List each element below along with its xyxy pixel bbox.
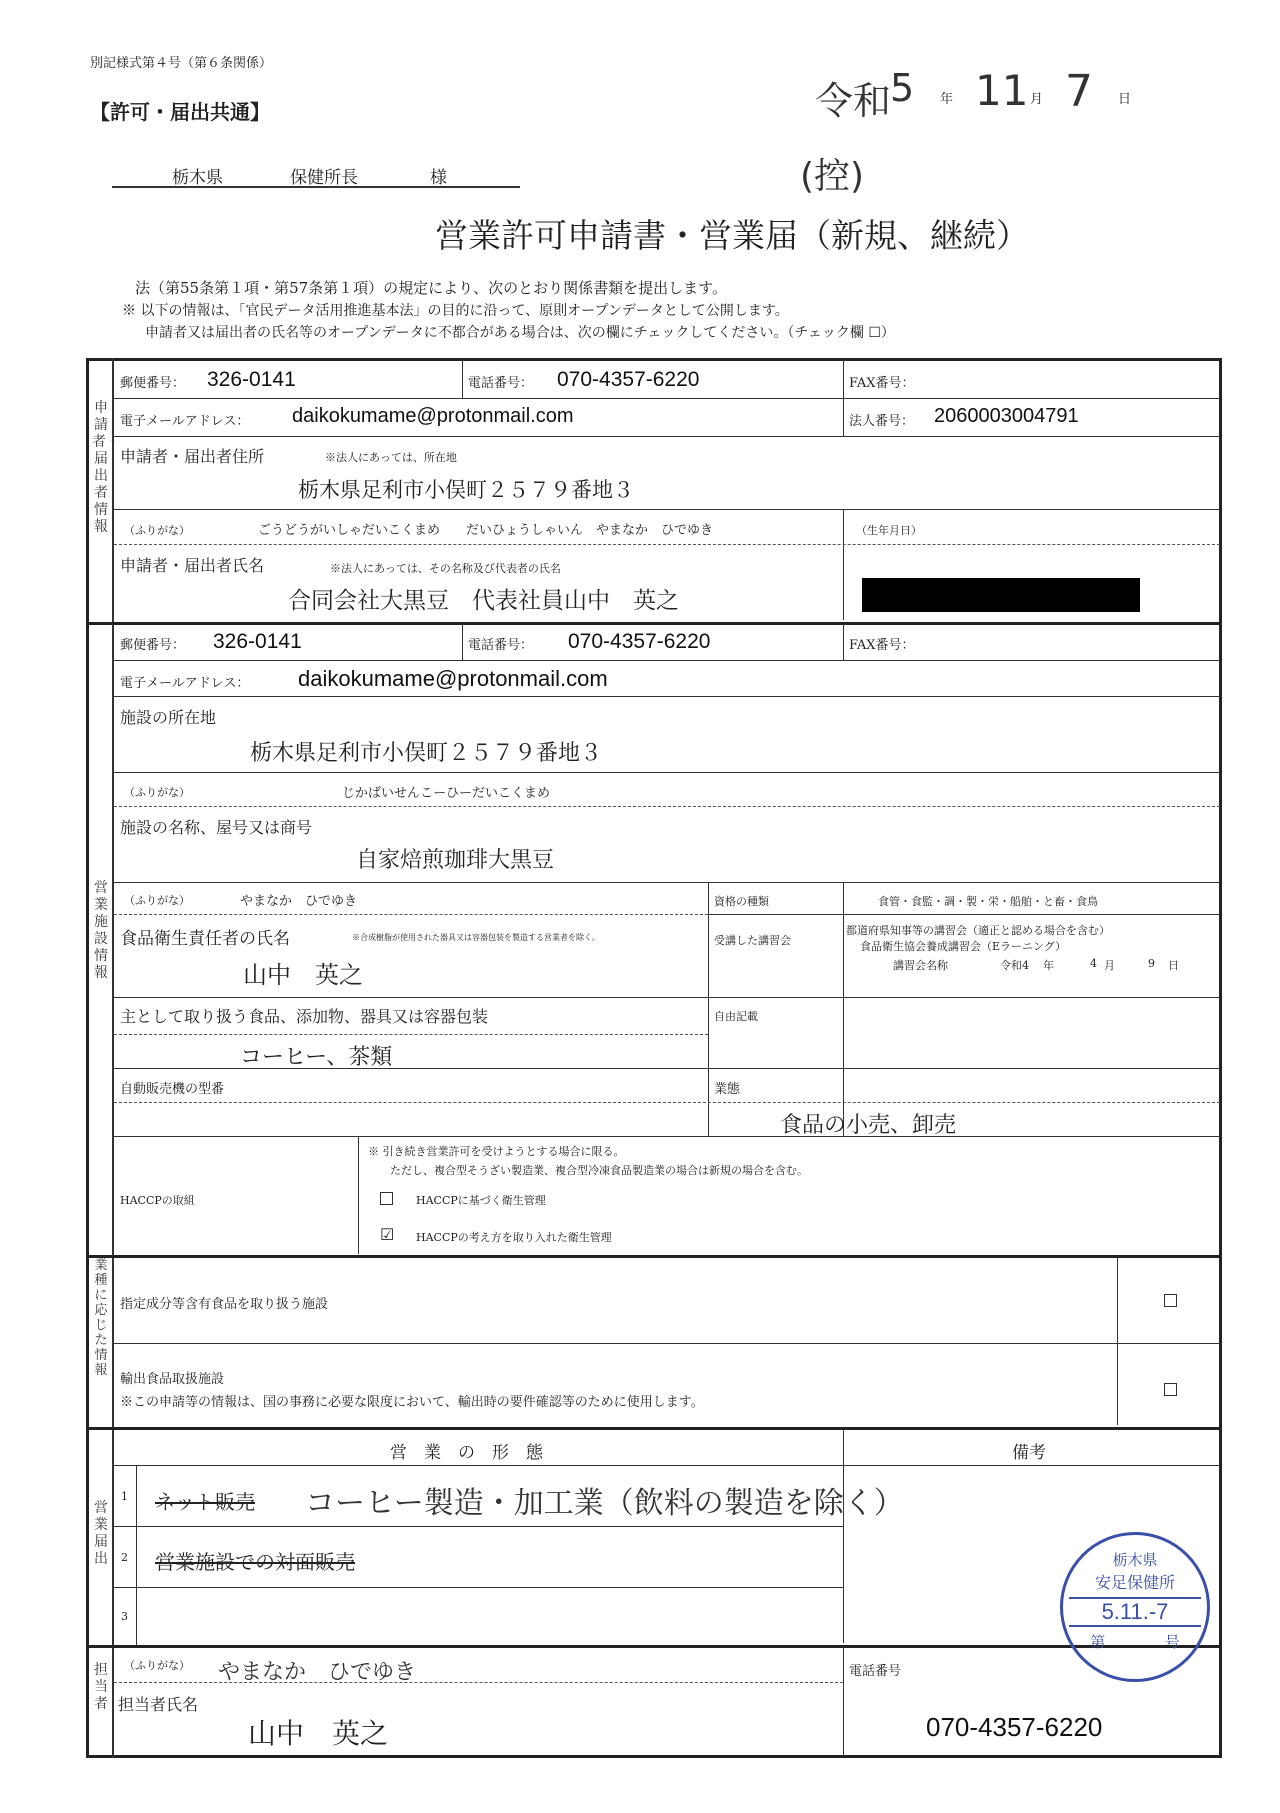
stamp-line-2: 安足保健所 bbox=[1094, 1573, 1175, 1592]
intro-line-3: 申請者又は届出者の氏名等のオープンデータに不都合がある場合は、次の欄にチェックしてください。（チェック欄 ☐） bbox=[145, 325, 895, 341]
qualification-label: 資格の種類 bbox=[714, 895, 769, 908]
applicant-corp-no: 2060003004791 bbox=[934, 405, 1079, 427]
applicant-email: daikokumame@protonmail.com bbox=[292, 405, 574, 427]
notice-row-3-number: 3 bbox=[121, 1610, 128, 1623]
stamp-line-4: 号 bbox=[1164, 1633, 1180, 1651]
applicant-fax-label: FAX番号： bbox=[849, 376, 915, 391]
contact-phone-label: 電話番号 bbox=[849, 1664, 902, 1679]
addressee-office: 保健所長 bbox=[290, 168, 358, 188]
applicant-name-label: 申請者・届出者氏名 bbox=[120, 556, 265, 575]
notice-row-2-number: 2 bbox=[121, 1551, 128, 1564]
applicant-phone-label: 電話番号： bbox=[468, 376, 534, 391]
applicant-name: 合同会社大黒豆 代表社員山中 英之 bbox=[288, 588, 679, 614]
copy-mark: (控) bbox=[800, 156, 865, 197]
course-label: 受講した講習会 bbox=[714, 934, 791, 947]
manager-furigana-label: （ふりがな） bbox=[124, 894, 190, 907]
date-day-unit: 日 bbox=[1118, 92, 1132, 107]
haccp-option-2-checkbox[interactable]: ☑ bbox=[380, 1225, 395, 1244]
facility-name: 自家焙煎珈琲大黒豆 bbox=[356, 848, 555, 873]
qualification-value: 食管・食監・調・製・栄・船舶・と畜・食鳥 bbox=[878, 895, 1098, 908]
free-entry-label: 自由記載 bbox=[714, 1010, 758, 1023]
section-label-column bbox=[112, 358, 114, 1758]
date-year: 5 bbox=[890, 66, 915, 110]
addressee-honorific: 様 bbox=[430, 168, 447, 188]
page-title: 営業許可申請書・営業届（新規、継続） bbox=[435, 216, 1029, 255]
contact-furigana-label: （ふりがな） bbox=[124, 1659, 190, 1672]
facility-phone-label: 電話番号： bbox=[468, 638, 534, 653]
manager-note: ※合成樹脂が使用された器具又は容器包装を製造する営業者を除く。 bbox=[352, 933, 600, 942]
haccp-label: HACCPの取組 bbox=[120, 1194, 195, 1207]
applicant-name-note: ※法人にあっては、その名称及び代表者の氏名 bbox=[330, 562, 561, 575]
applicant-address: 栃木県足利市小俣町２５７９番地３ bbox=[298, 478, 634, 502]
facility-section-label: 営業施設情報 bbox=[94, 880, 108, 981]
industry-item-2: 輸出食品取扱施設 bbox=[120, 1372, 225, 1387]
haccp-option-1-label: HACCPに基づく衛生管理 bbox=[416, 1194, 546, 1207]
notice-row-1-text: コーヒー製造・加工業（飲料の製造を除く） bbox=[305, 1486, 904, 1521]
stamp-line-3: 第 bbox=[1090, 1633, 1106, 1651]
date-month-unit: 月 bbox=[1030, 92, 1044, 107]
haccp-note-1: ※ 引き続き営業許可を受けようとする場合に限る。 bbox=[368, 1145, 625, 1158]
haccp-note-2: ただし、複合型そうざい製造業、複合型冷凍食品製造業の場合は新規の場合を含む。 bbox=[390, 1164, 808, 1177]
applicant-furigana-label: （ふりがな） bbox=[124, 524, 190, 537]
business-type-value: 食品の小売、卸売 bbox=[780, 1113, 957, 1138]
addressee-pref: 栃木県 bbox=[172, 168, 223, 188]
addressee-underline bbox=[112, 186, 520, 188]
contact-furigana: やまなか ひでゆき bbox=[218, 1660, 417, 1685]
notice-row-1-struck: ネット販売 bbox=[155, 1490, 255, 1514]
date-day: 7 bbox=[1065, 66, 1093, 117]
forms-header: 営 業 の 形 態 bbox=[390, 1443, 543, 1463]
facility-furigana: じかばいせんこーひーだいこくまめ bbox=[342, 786, 551, 801]
industry-item-1: 指定成分等含有食品を取り扱う施設 bbox=[120, 1297, 329, 1312]
manager-label: 食品衛生責任者の氏名 bbox=[120, 929, 290, 949]
stamp-line-1: 栃木県 bbox=[1112, 1551, 1158, 1569]
course-month: 4 bbox=[1090, 957, 1097, 970]
course-month-unit: 月 bbox=[1104, 959, 1115, 972]
industry-item-1-checkbox[interactable] bbox=[1164, 1294, 1177, 1307]
course-name-label: 講習会名称 bbox=[893, 959, 948, 972]
applicant-section-label: 申請者・届出者情報 bbox=[92, 400, 120, 535]
facility-location-label: 施設の所在地 bbox=[120, 708, 217, 727]
haccp-option-2-label: HACCPの考え方を取り入れた衛生管理 bbox=[416, 1231, 612, 1244]
reception-stamp bbox=[1060, 1532, 1210, 1682]
course-line-2: 食品衛生協会養成講習会（Eラーニング） bbox=[860, 940, 1067, 953]
contact-name: 山中 英之 bbox=[248, 1717, 389, 1750]
applicant-address-label: 申請者・届出者住所 bbox=[120, 447, 265, 466]
applicant-furigana: ごうどうがいしゃだいこくまめ だいひょうしゃいん やまなか ひでゆき bbox=[258, 523, 714, 538]
redacted-birthdate bbox=[862, 578, 1140, 612]
industry-item-2-note: ※この申請等の情報は、国の事務に必要な限度において、輸出時の要件確認等のために使用します。 bbox=[120, 1395, 704, 1410]
intro-line-1: 法（第55条第１項・第57条第１項）の規定により、次のとおり関係書類を提出します。 bbox=[135, 279, 727, 297]
course-year: 令和4 bbox=[1000, 959, 1029, 972]
course-day: 9 bbox=[1148, 957, 1155, 970]
applicant-birth-label: （生年月日） bbox=[856, 524, 922, 537]
manager-furigana: やまなか ひでゆき bbox=[240, 894, 358, 909]
contact-section-label: 担当者 bbox=[94, 1662, 108, 1712]
date-year-unit: 年 bbox=[940, 92, 954, 107]
applicant-corp-no-label: 法人番号： bbox=[849, 414, 915, 429]
form-reference: 別記様式第４号（第６条関係） bbox=[90, 56, 273, 71]
facility-fax-label: FAX番号： bbox=[849, 638, 915, 653]
applicant-address-note: ※法人にあっては、所在地 bbox=[325, 451, 457, 464]
manager-name: 山中 英之 bbox=[243, 961, 363, 989]
facility-name-label: 施設の名称、屋号又は商号 bbox=[120, 818, 313, 837]
date-era: 令和 bbox=[815, 79, 892, 123]
applicant-postal: 326-0141 bbox=[207, 368, 296, 391]
course-day-unit: 日 bbox=[1168, 959, 1179, 972]
intro-line-2: ※ 以下の情報は、「官民データ活用推進基本法」の目的に沿って、原則オープンデータとして公開します。 bbox=[122, 303, 789, 319]
notice-row-2-struck: 営業施設での対面販売 bbox=[155, 1550, 355, 1574]
applicant-email-label: 電子メールアドレス： bbox=[120, 414, 250, 429]
remarks-header: 備考 bbox=[1012, 1443, 1046, 1463]
applicant-postal-label: 郵便番号： bbox=[120, 376, 186, 391]
contact-phone: 070-4357-6220 bbox=[926, 1712, 1103, 1742]
applicant-phone: 070-4357-6220 bbox=[557, 368, 700, 391]
contact-name-label: 担当者氏名 bbox=[118, 1695, 199, 1714]
business-type-label: 業態 bbox=[714, 1082, 741, 1097]
notice-row-1-number: 1 bbox=[121, 1490, 128, 1503]
facility-phone: 070-4357-6220 bbox=[568, 630, 711, 653]
foods-label: 主として取り扱う食品、添加物、器具又は容器包装 bbox=[120, 1007, 489, 1026]
date-month: 11 bbox=[975, 66, 1029, 115]
facility-email: daikokumame@protonmail.com bbox=[298, 666, 608, 691]
haccp-option-1-checkbox[interactable] bbox=[380, 1192, 393, 1205]
facility-location: 栃木県足利市小俣町２５７９番地３ bbox=[250, 741, 603, 766]
facility-email-label: 電子メールアドレス： bbox=[120, 676, 250, 691]
foods-value: コーヒー、茶類 bbox=[240, 1045, 393, 1070]
facility-postal-label: 郵便番号： bbox=[120, 638, 186, 653]
facility-postal: 326-0141 bbox=[213, 630, 302, 653]
form-type: 【許可・届出共通】 bbox=[90, 100, 270, 124]
stamp-date: 5.11.-7 bbox=[1069, 1597, 1201, 1627]
course-line-1: 都道府県知事等の講習会（適正と認める場合を含む） bbox=[846, 924, 1110, 937]
facility-furigana-label: （ふりがな） bbox=[124, 786, 190, 799]
course-year-unit: 年 bbox=[1043, 959, 1054, 972]
industry-section-label: 業種に応じた情報 bbox=[94, 1258, 108, 1378]
vending-label: 自動販売機の型番 bbox=[120, 1082, 225, 1097]
notice-section-label: 営業届出 bbox=[94, 1500, 108, 1567]
industry-item-2-checkbox[interactable] bbox=[1164, 1383, 1177, 1396]
